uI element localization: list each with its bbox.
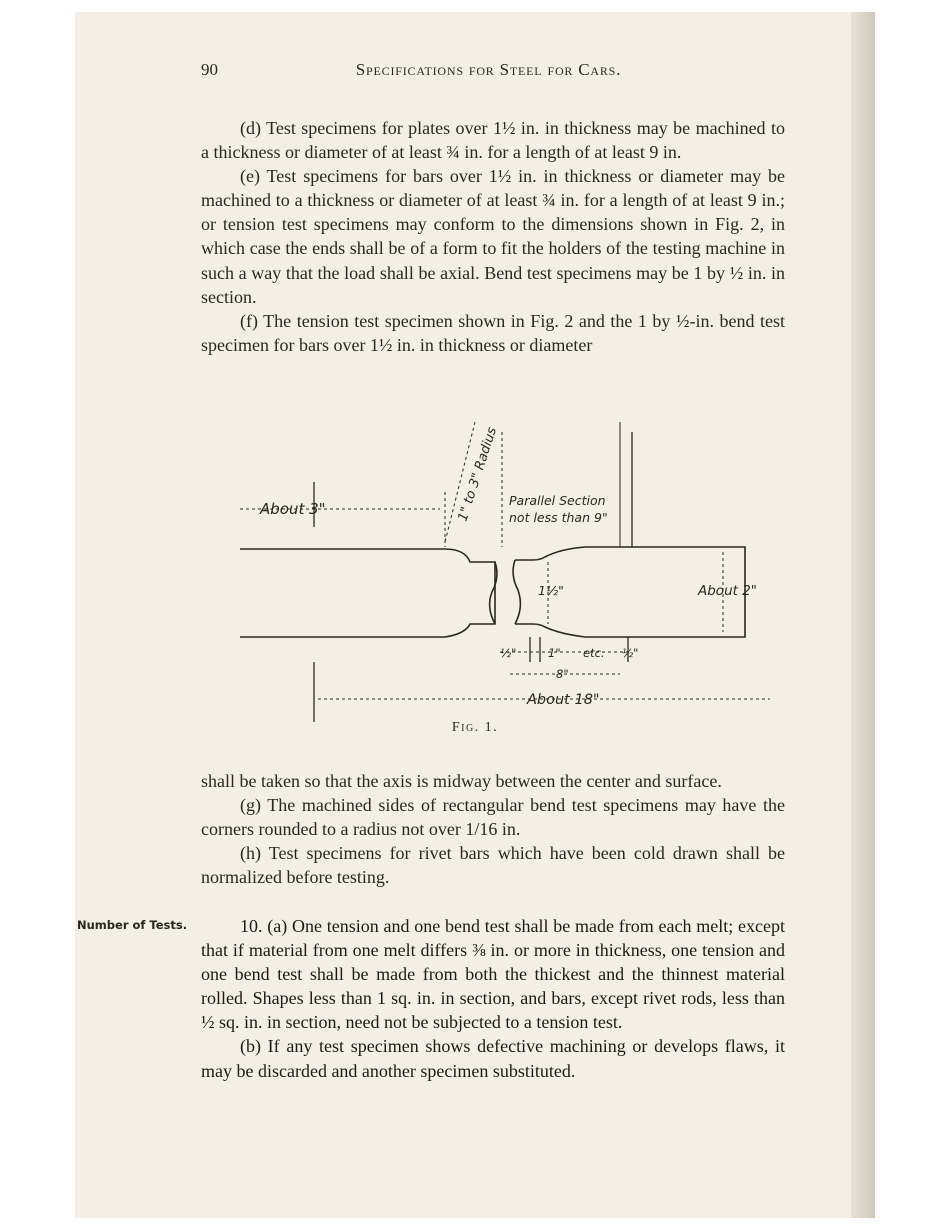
label-half-left: ½" bbox=[500, 646, 517, 660]
label-about-2: About 2" bbox=[698, 583, 758, 599]
left-specimen-outline bbox=[240, 549, 495, 637]
page-gutter-shadow bbox=[851, 12, 875, 1218]
page-number: 90 bbox=[201, 60, 218, 79]
running-title: Specifications for Steel for Cars. bbox=[355, 60, 622, 79]
label-width: 1½" bbox=[538, 583, 564, 598]
figure-specimen-diagram bbox=[230, 412, 770, 732]
specimen-drawing bbox=[230, 412, 770, 732]
label-about-3: About 3" bbox=[260, 500, 326, 518]
figure-caption: Fig. 1. bbox=[451, 720, 499, 735]
label-parallel-section-1: Parallel Section bbox=[509, 493, 606, 508]
label-half-right: ½" bbox=[622, 646, 639, 660]
page-header bbox=[201, 60, 776, 84]
break-line-right bbox=[513, 560, 520, 624]
margin-note-number-of-tests: Number of Tests. bbox=[77, 918, 188, 932]
paragraph-10b: (b) If any test specimen shows defective machining or develops flaws, it may be discarded and another specimen substituted. bbox=[201, 1036, 785, 1081]
label-about-18: About 18" bbox=[527, 692, 600, 708]
paragraph-h: (h) Test specimens for rivet bars which have been cold drawn shall be normalized before testing. bbox=[201, 843, 785, 888]
label-etc: etc. bbox=[583, 646, 605, 660]
paragraph-10a: 10. (a) One tension and one bend test shall be made from each melt; except that if material from one melt differs ⅜ in. or more in thickness, one tension and one bend test shall be made from both the thickest and the thinnest material rolled. Shapes less than 1 sq. in. in section, and bars, except rivet rods, less than ½ sq. in. in section, need not be subjected to a tension test. bbox=[201, 916, 785, 1033]
break-line-left bbox=[490, 562, 497, 624]
label-eight: 8" bbox=[556, 667, 569, 681]
text-block-middle bbox=[201, 769, 785, 889]
text-block-top bbox=[201, 116, 785, 357]
label-radius: 1" to 3" Radius bbox=[455, 425, 501, 524]
text-block-bottom bbox=[201, 914, 785, 1083]
paragraph-e: (e) Test specimens for bars over 1½ in. in thickness or diameter may be machined to a thickness or diameter of at least ¾ in. for a length of at least 9 in.; or tension test specimens may conform to the dimensions shown in Fig. 2, in which case the ends shall be of a form to fit the holders of the testing machine in such a way that the load shall be axial. Bend test specimens may be 1 by ½ in. in section. bbox=[201, 166, 785, 307]
paragraph-d: (d) Test specimens for plates over 1½ in. in thickness may be machined to a thickness or diameter of at least ¾ in. for a length of at least 9 in. bbox=[201, 118, 785, 163]
label-parallel-section-2: not less than 9" bbox=[509, 510, 608, 525]
label-one-inch: 1" bbox=[548, 646, 561, 660]
paragraph-f: (f) The tension test specimen shown in Fig. 2 and the 1 by ½-in. bend test specimen for bars over 1½ in. in thickness or diameter bbox=[201, 310, 785, 355]
paragraph-f-continued: shall be taken so that the axis is midway between the center and surface. bbox=[201, 771, 722, 791]
book-page bbox=[75, 12, 875, 1218]
paragraph-g: (g) The machined sides of rectangular bend test specimens may have the corners rounded to a radius not over 1/16 in. bbox=[201, 795, 785, 840]
